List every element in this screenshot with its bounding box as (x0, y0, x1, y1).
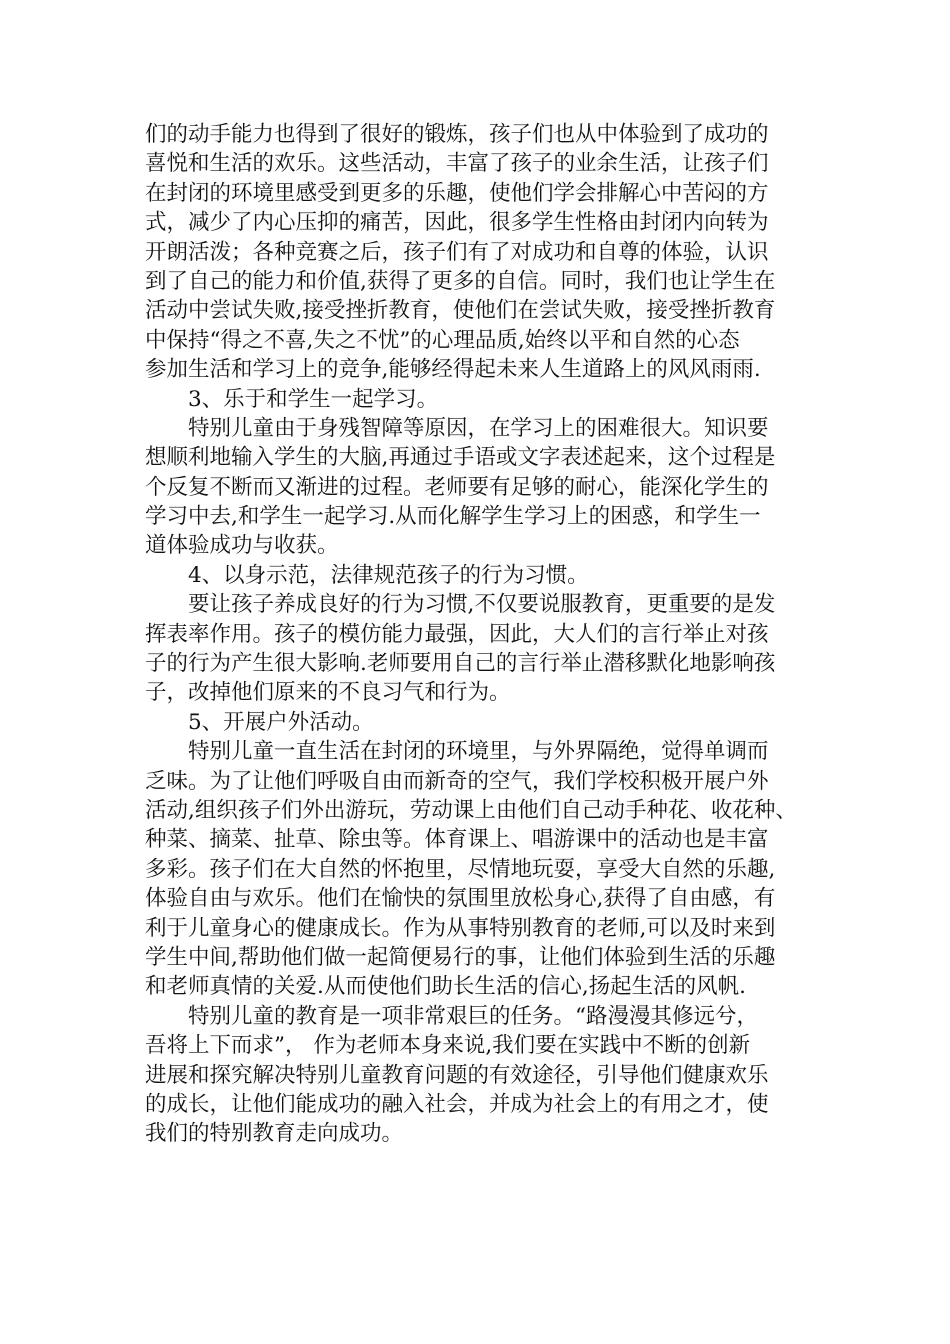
text-line: 吾将上下而求”， 作为老师本身来说,我们要在实践中不断的创新 (145, 1033, 751, 1059)
document-body (145, 120, 810, 1149)
text-line: 活动中尝试失败,接受挫折教育，使他们在尝试失败，接受挫折教育 (145, 298, 776, 324)
text-line: 4、以身示范，法律规范孩子的行为习惯。 (188, 562, 589, 588)
text-line: 多彩。孩子们在大自然的怀抱里，尽情地玩耍，享受大自然的乐趣, (145, 856, 776, 882)
text-line: 式，减少了内心压抑的痛苦，因此，很多学生性格由封闭内向转为 (145, 210, 769, 236)
text-line: 5、开展户外活动。 (188, 709, 374, 735)
text-line: 3、乐于和学生一起学习。 (188, 386, 439, 412)
text-line: 个反复不断而又渐进的过程。老师要有足够的耐心，能深化学生的 (145, 474, 769, 500)
text-line: 们的动手能力也得到了很好的锻炼，孩子们也从中体验到了成功的 (145, 122, 769, 147)
text-line: 中保持“得之不喜,失之不忧”的心理品质,始终以平和自然的心态 (145, 327, 740, 353)
text-line: 在封闭的环境里感受到更多的乐趣，使他们学会排解心中苦闷的方 (145, 180, 769, 206)
text-line: 子的行为产生很大影响.老师要用自己的言行举止潜移默化地影响孩 (145, 651, 776, 677)
text-line: 想顺利地输入学生的大脑,再通过手语或文字表述起来，这个过程是 (145, 445, 776, 471)
text-line: 学生中间,帮助他们做一起简便易行的事，让他们体验到生活的乐趣 (145, 944, 776, 970)
text-line: 体验自由与欢乐。他们在愉快的氛围里放松身心,获得了自由感，有 (145, 886, 776, 912)
text-line: 利于儿童身心的健康成长。作为从事特别教育的老师,可以及时来到 (145, 915, 776, 941)
text-line: 要让孩子养成良好的行为习惯,不仅要说服教育，更重要的是发 (188, 592, 776, 618)
text-line: 喜悦和生活的欢乐。这些活动，丰富了孩子的业余生活，让孩子们 (145, 151, 769, 177)
text-line: 特别儿童的教育是一项非常艰巨的任务。“路漫漫其修远兮， (188, 1003, 758, 1029)
text-line: 特别儿童由于身残智障等原因，在学习上的困难很大。知识要 (188, 415, 769, 441)
text-line: 参加生活和学习上的竞争,能够经得起未来人生道路上的风风雨雨. (145, 357, 761, 383)
text-line: 种菜、摘菜、扯草、除虫等。体育课上、唱游课中的活动也是丰富 (145, 827, 769, 853)
text-line: 挥表率作用。孩子的模仿能力最强，因此，大人们的言行举止对孩 (145, 621, 769, 647)
text-line: 活动,组织孩子们外出游玩，劳动课上由他们自己动手种花、收花种、 (145, 797, 797, 823)
text-line: 我们的特别教育走向成功。 (145, 1121, 404, 1147)
text-line: 子，改掉他们原来的不良习气和行为。 (145, 680, 511, 706)
text-line: 学习中去,和学生一起学习.从而化解学生学习上的困惑，和学生一 (145, 504, 761, 530)
text-line: 进展和探究解决特别儿童教育问题的有效途径，引导他们健康欢乐 (145, 1062, 769, 1088)
text-line: 的成长，让他们能成功的融入社会，并成为社会上的有用之才，使 (145, 1091, 769, 1117)
text-line: 道体验成功与收获。 (145, 533, 339, 559)
text-line: 开朗活泼；各种竞赛之后，孩子们有了对成功和自尊的体验，认识 (145, 239, 769, 265)
text-line: 和老师真情的关爱.从而使他们助长生活的信心,扬起生活的风帆. (145, 974, 747, 1000)
text-line: 特别儿童一直生活在封闭的环境里，与外界隔绝，觉得单调而 (188, 739, 769, 765)
text-line: 乏味。为了让他们呼吸自由而新奇的空气，我们学校积极开展户外 (145, 768, 769, 794)
text-line: 到了自己的能力和价值,获得了更多的自信。同时，我们也让学生在 (145, 268, 776, 294)
